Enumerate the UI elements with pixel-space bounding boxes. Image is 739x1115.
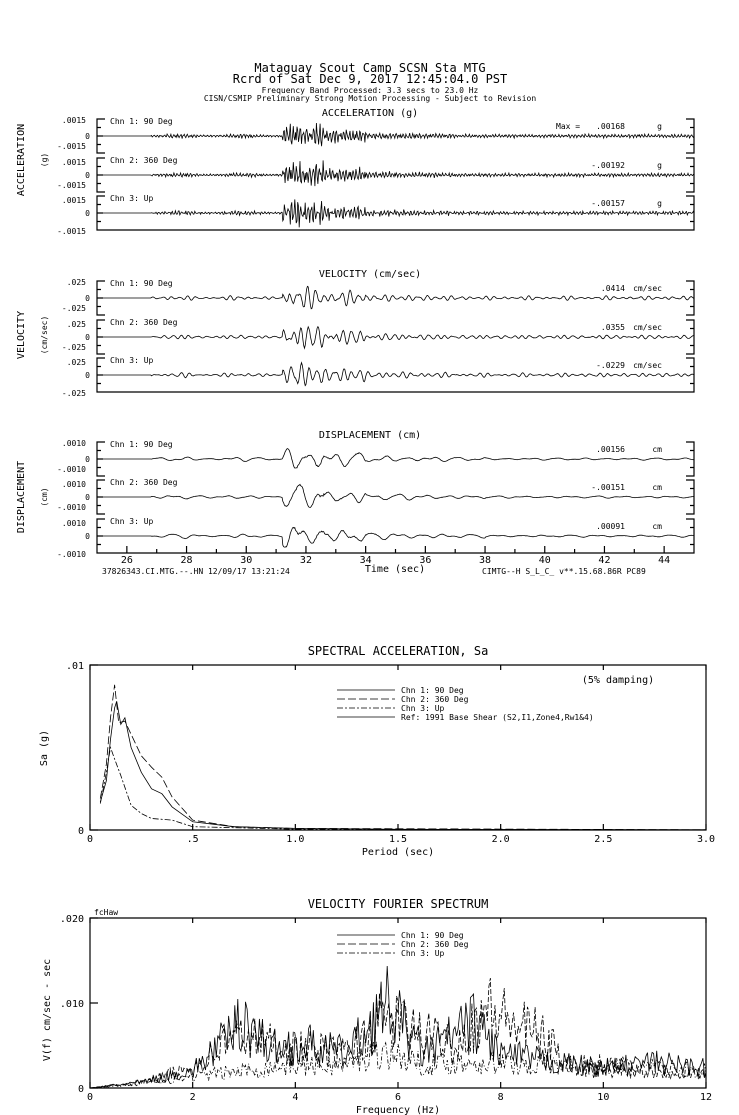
channel-trace-2 — [57, 478, 694, 514]
channel-trace-3 — [62, 356, 694, 398]
peak-unit: cm — [652, 445, 662, 454]
x-tick-label: 1.5 — [388, 834, 408, 845]
peak-value: .00156 — [596, 445, 625, 454]
y-axis-label: Sa (g) — [39, 729, 50, 767]
x-tick-label: 12 — [699, 1092, 713, 1103]
waveform-panel-velocity — [16, 269, 694, 398]
legend-item — [337, 713, 594, 722]
channel-label: Chn 2: 360 Deg — [110, 318, 178, 327]
waveform-panel-acceleration — [16, 108, 694, 236]
y-tick-label: 0 — [77, 826, 84, 837]
y-tick-label: 0 — [85, 455, 90, 464]
panel-unit-label: (g) — [40, 152, 49, 168]
plot-frame — [90, 665, 706, 830]
legend-item — [337, 931, 464, 940]
legend-item — [337, 686, 464, 695]
peak-value: .0355 — [600, 323, 625, 332]
peak-value: -.00157 — [591, 199, 625, 208]
max-label: Max = — [556, 122, 581, 131]
x-tick-label: 40 — [538, 555, 551, 566]
x-tick-label: .5 — [186, 834, 199, 845]
y-tick-label: -.0010 — [57, 550, 86, 559]
channel-label: Chn 3: Up — [110, 517, 154, 526]
legend-item — [337, 695, 469, 704]
y-tick-label: 0 — [85, 333, 90, 342]
legend-label: Chn 3: Up — [401, 949, 445, 958]
series-line-chn1 — [90, 966, 706, 1088]
legend-item — [337, 940, 469, 949]
peak-value: -.00151 — [591, 483, 625, 492]
panel-title: ACCELERATION (g) — [321, 108, 419, 119]
peak-value: -.00192 — [591, 161, 625, 170]
panel-title: VELOCITY (cm/sec) — [318, 269, 422, 280]
y-tick-label: .025 — [66, 278, 86, 287]
x-axis-label: Period (sec) — [361, 847, 435, 858]
processing-note: CISN/CSMIP Preliminary Strong Motion Processing - Subject to Revision — [203, 94, 537, 103]
damping-annotation: (5% damping) — [581, 675, 655, 686]
panel-ylabel: DISPLACEMENT — [16, 460, 27, 534]
x-axis-label: Frequency (Hz) — [355, 1105, 441, 1115]
x-tick-label: 0 — [86, 1092, 94, 1103]
peak-unit: g — [657, 161, 662, 170]
y-axis-label: V(f) cm/sec - sec — [42, 958, 53, 1062]
frequency-band: Frequency Band Processed: 3.3 secs to 23.0 Hz — [261, 86, 479, 95]
x-tick-label: 2.5 — [594, 834, 613, 845]
y-tick-label: -.0010 — [57, 503, 86, 512]
time-axis-label: Time (sec) — [364, 564, 426, 575]
x-tick-label: 30 — [240, 555, 253, 566]
y-tick-label: 0 — [85, 371, 90, 380]
peak-unit: g — [657, 199, 662, 208]
y-tick-label: .0010 — [61, 439, 86, 448]
y-tick-label: .0015 — [61, 196, 86, 205]
panel-unit-label: (cm) — [40, 487, 49, 507]
peak-value: .00168 — [596, 122, 625, 131]
y-tick-label: 0 — [77, 1084, 84, 1095]
corner-label: fcHaw — [94, 908, 119, 917]
waveform-panel-displacement — [16, 430, 694, 559]
peak-unit: g — [657, 122, 662, 131]
x-tick-label: 10 — [597, 1092, 610, 1103]
legend-item — [337, 949, 445, 958]
channel-trace-1 — [62, 278, 694, 315]
y-tick-label: .0015 — [61, 116, 86, 125]
peak-unit: cm/sec — [633, 361, 662, 370]
velocity-fourier-spectrum-chart — [42, 897, 712, 1115]
series-line-chn2 — [90, 978, 706, 1088]
series-line-chn3 — [100, 748, 706, 831]
y-tick-label: .0010 — [61, 480, 86, 489]
y-tick-label: .0010 — [61, 519, 86, 528]
legend-label: Chn 1: 90 Deg — [401, 686, 464, 695]
legend-label: Ref: 1991 Base Shear (S2,I1,Zone4,Rw1&4) — [401, 713, 594, 722]
y-tick-label: 0 — [85, 209, 90, 218]
channel-trace-2 — [62, 318, 694, 354]
legend-label: Chn 3: Up — [401, 704, 445, 713]
x-tick-label: 3.0 — [696, 834, 716, 845]
channel-label: Chn 1: 90 Deg — [110, 440, 173, 449]
x-tick-label: 4 — [292, 1092, 299, 1103]
report-header — [204, 61, 537, 103]
x-tick-label: 2.0 — [491, 834, 510, 845]
panel-ylabel: ACCELERATION — [16, 123, 27, 197]
channel-label: Chn 3: Up — [110, 356, 154, 365]
x-tick-label: 34 — [359, 555, 372, 566]
y-tick-label: .020 — [59, 914, 84, 925]
channel-trace-1 — [57, 439, 694, 476]
channel-label: Chn 2: 360 Deg — [110, 478, 178, 487]
y-tick-label: .010 — [59, 999, 84, 1010]
y-tick-label: 0 — [85, 132, 90, 141]
x-tick-label: 26 — [120, 555, 133, 566]
legend-label: Chn 2: 360 Deg — [401, 695, 469, 704]
channel-trace-2 — [57, 156, 694, 192]
peak-unit: cm/sec — [633, 323, 662, 332]
y-tick-label: .025 — [66, 358, 86, 367]
panel-ylabel: VELOCITY — [16, 310, 27, 360]
y-tick-label: 0 — [85, 171, 90, 180]
x-tick-label: 6 — [394, 1092, 402, 1103]
y-tick-label: -.025 — [61, 304, 86, 313]
y-tick-label: 0 — [85, 294, 90, 303]
x-tick-label: 32 — [299, 555, 312, 566]
panel-title: DISPLACEMENT (cm) — [318, 430, 422, 441]
record-time: Rcrd of Sat Dec 9, 2017 12:45:04.0 PST — [232, 72, 508, 86]
y-tick-label: -.0015 — [57, 142, 86, 151]
channel-label: Chn 1: 90 Deg — [110, 279, 173, 288]
peak-value: -.0229 — [596, 361, 625, 370]
chart-title: SPECTRAL ACCELERATION, Sa — [307, 644, 489, 658]
channel-label: Chn 1: 90 Deg — [110, 117, 173, 126]
y-tick-label: -.0015 — [57, 181, 86, 190]
y-tick-label: -.025 — [61, 343, 86, 352]
y-tick-label: .025 — [66, 320, 86, 329]
y-tick-label: -.025 — [61, 389, 86, 398]
x-tick-label: 0 — [86, 834, 94, 845]
x-tick-label: 44 — [658, 555, 671, 566]
peak-unit: cm — [652, 483, 662, 492]
legend-item — [337, 704, 445, 713]
channel-trace-3 — [57, 517, 694, 559]
channel-trace-3 — [57, 194, 694, 236]
footer-record-id: 37826343.CI.MTG.--.HN 12/09/17 13:21:24 — [102, 567, 290, 576]
y-tick-label: 0 — [85, 493, 90, 502]
y-tick-label: 0 — [85, 532, 90, 541]
peak-unit: cm/sec — [633, 284, 662, 293]
x-tick-label: 38 — [479, 555, 492, 566]
panel-unit-label: (cm/sec) — [40, 315, 49, 355]
channel-label: Chn 3: Up — [110, 194, 154, 203]
spectral-acceleration-chart — [39, 644, 715, 858]
legend-label: Chn 2: 360 Deg — [401, 940, 469, 949]
series-line-chn3 — [90, 1040, 706, 1088]
y-tick-label: .01 — [65, 661, 84, 672]
footer-processing-id: CIMTG--H S_L_C_ v**.15.68.86R PC89 — [482, 567, 646, 576]
x-tick-label: 42 — [598, 555, 611, 566]
legend-label: Chn 1: 90 Deg — [401, 931, 464, 940]
y-tick-label: .0015 — [61, 158, 86, 167]
peak-value: .0414 — [600, 284, 625, 293]
channel-trace-1 — [57, 116, 694, 153]
x-tick-label: 1.0 — [286, 834, 305, 845]
x-tick-label: 2 — [189, 1092, 196, 1103]
x-tick-label: 28 — [180, 555, 193, 566]
y-tick-label: -.0010 — [57, 465, 86, 474]
time-axis — [121, 546, 670, 566]
x-tick-label: 8 — [497, 1092, 504, 1103]
station-title: Mataguay Scout Camp SCSN Sta MTG — [254, 61, 486, 75]
peak-unit: cm — [652, 522, 662, 531]
chart-title: VELOCITY FOURIER SPECTRUM — [307, 897, 489, 911]
y-tick-label: -.0015 — [57, 227, 86, 236]
channel-label: Chn 2: 360 Deg — [110, 156, 178, 165]
x-tick-label: 36 — [419, 555, 432, 566]
peak-value: .00091 — [596, 522, 625, 531]
